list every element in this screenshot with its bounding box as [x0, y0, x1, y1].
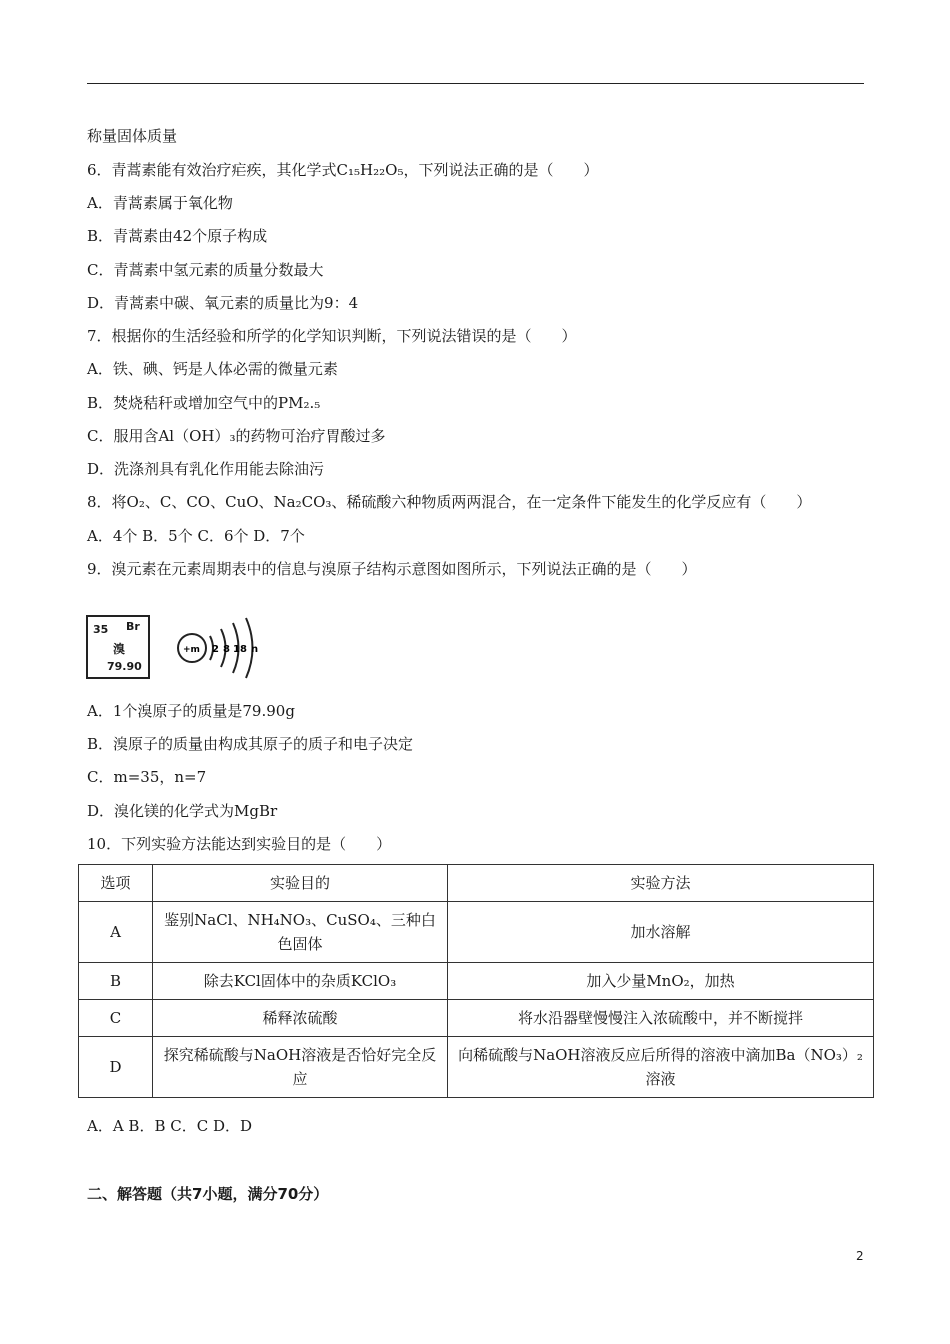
table-header: 实验方法	[448, 865, 874, 902]
option-7a: A．铁、碘、钙是人体必需的微量元素	[87, 360, 338, 378]
text-line: 称量固体质量	[87, 127, 178, 145]
shell-count: 18	[233, 644, 247, 655]
element-symbol: Br	[126, 620, 140, 633]
shell-count: n	[251, 644, 259, 655]
table-cell: 加入少量MnO₂，加热	[448, 963, 874, 1000]
option-6b: B．青蒿素由42个原子构成	[87, 227, 268, 245]
table-cell: 加水溶解	[448, 902, 874, 963]
table-header-row	[79, 865, 874, 902]
question-10: 10．下列实验方法能达到实验目的是（ ）	[87, 835, 392, 853]
atomic-mass: 79.90	[107, 660, 142, 673]
table-cell: 将水沿器壁慢慢注入浓硫酸中，并不断搅拌	[448, 1000, 874, 1037]
shell-count: 2	[212, 644, 219, 655]
table-cell: B	[79, 963, 153, 1000]
atomic-number: 35	[93, 623, 109, 636]
question-6: 6．青蒿素能有效治疗疟疾，其化学式C₁₅H₂₂O₅，下列说法正确的是（ ）	[87, 161, 599, 179]
table-row	[79, 1000, 874, 1037]
periodic-table-cell	[86, 615, 150, 679]
experiment-table	[78, 864, 874, 1098]
table-cell: 除去KCl固体中的杂质KClO₃	[153, 963, 448, 1000]
option-6c: C．青蒿素中氢元素的质量分数最大	[87, 261, 324, 279]
table-cell: A	[79, 902, 153, 963]
table-header: 实验目的	[153, 865, 448, 902]
table-cell: C	[79, 1000, 153, 1037]
option-9c: C．m=35，n=7	[87, 768, 207, 786]
shell-count: 8	[223, 644, 230, 655]
option-6a: A．青蒿素属于氧化物	[87, 194, 233, 212]
atom-structure-diagram	[176, 612, 266, 684]
option-9b: B．溴原子的质量由构成其原子的质子和电子决定	[87, 735, 414, 753]
table-header: 选项	[79, 865, 153, 902]
question-9: 9．溴元素在元素周期表中的信息与溴原子结构示意图如图所示，下列说法正确的是（ ）	[87, 560, 697, 578]
nucleus-label: +m	[183, 645, 200, 655]
table-cell: D	[79, 1037, 153, 1098]
header-rule	[87, 83, 864, 84]
table-cell: 鉴别NaCl、NH₄NO₃、CuSO₄、三种白色固体	[153, 902, 448, 963]
option-9d: D．溴化镁的化学式为MgBr	[87, 802, 278, 820]
options-8: A．4个 B．5个 C．6个 D．7个	[87, 527, 305, 545]
table-row	[79, 1037, 874, 1098]
option-7c: C．服用含Al（OH）₃的药物可治疗胃酸过多	[87, 427, 386, 445]
option-7d: D．洗涤剂具有乳化作用能去除油污	[87, 460, 325, 478]
table-cell: 稀释浓硫酸	[153, 1000, 448, 1037]
question-8: 8．将O₂、C、CO、CuO、Na₂CO₃、稀硫酸六种物质两两混合，在一定条件下能发生的化学反应有（ ）	[87, 493, 812, 511]
page-number: 2	[856, 1249, 864, 1263]
section-title: 二、解答题（共7小题，满分70分）	[87, 1185, 329, 1203]
option-7b: B．焚烧秸秆或增加空气中的PM₂.₅	[87, 394, 321, 412]
question-7: 7．根据你的生活经验和所学的化学知识判断，下列说法错误的是（ ）	[87, 327, 577, 345]
option-6d: D．青蒿素中碳、氧元素的质量比为9：4	[87, 294, 359, 312]
table-cell: 向稀硫酸与NaOH溶液反应后所得的溶液中滴加Ba（NO₃）₂溶液	[448, 1037, 874, 1098]
options-10: A．A B．B C．C D．D	[87, 1117, 253, 1135]
table-cell: 探究稀硫酸与NaOH溶液是否恰好完全反应	[153, 1037, 448, 1098]
table-row	[79, 963, 874, 1000]
table-row	[79, 902, 874, 963]
option-9a: A．1个溴原子的质量是79.90g	[87, 702, 295, 720]
element-name: 溴	[113, 642, 126, 656]
